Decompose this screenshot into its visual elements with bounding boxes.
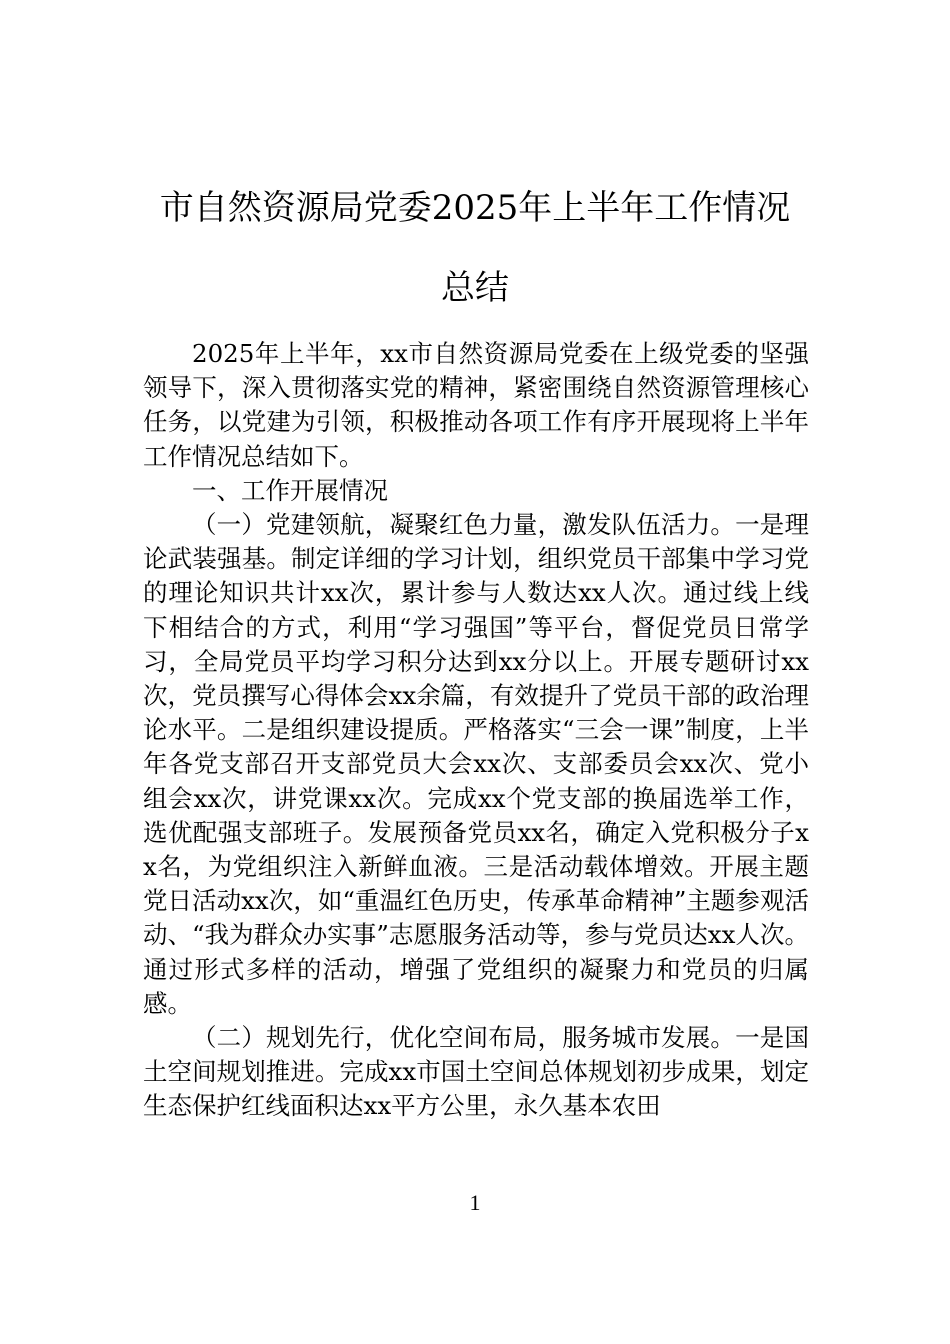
document-body: [143, 337, 809, 1124]
paragraph-planning: （二）规划先行，优化空间布局，服务城市发展。一是国土空间规划推进。完成xx市国土空间总体规划初步成果，划定生态保护红线面积达xx平方公里，永久基本农田: [143, 1023, 809, 1121]
page-number: 1: [469, 1190, 481, 1215]
title-line-1: 市自然资源局党委2025年上半年工作情况: [159, 188, 791, 228]
paragraph-party-building: （一）党建领航，凝聚红色力量，激发队伍活力。一是理论武装强基。制定详细的学习计划，组织党员干部集中学习党的理论知识共计xx次，累计参与人数达xx人次。通过线上线下相结合的方式，利用“学习强国”等平台，督促党员日常学习，全局党员平均学习积分达到xx分以上。开展专题研讨xx次，党员撰写心得体会xx余篇，有效提升了党员干部的政治理论水平。二是组织建设提质。严格落实“三会一课”制度，上半年各党支部召开支部党员大会xx次、支部委员会xx次、党小组会xx次，讲党课xx次。完成xx个党支部的换届选举工作，选优配强支部班子。发展预备党员xx名，确定入党积极分子xx名，为党组织注入新鲜血液。三是活动载体增效。开展主题党日活动xx次，如“重温红色历史，传承革命精神”主题参观活动、“我为群众办实事”志愿服务活动等，参与党员达xx人次。通过形式多样的活动，增强了党组织的凝聚力和党员的归属感。: [143, 510, 809, 1018]
document-title: [0, 168, 950, 328]
intro-paragraph: 2025年上半年，xx市自然资源局党委在上级党委的坚强领导下，深入贯彻落实党的精神，紧密围绕自然资源管理核心任务，以党建为引领，积极推动各项工作有序开展现将上半年工作情况总结如下。: [143, 339, 809, 471]
title-line-2: 总结: [441, 268, 509, 308]
section-heading: 一、工作开展情况: [192, 475, 388, 505]
